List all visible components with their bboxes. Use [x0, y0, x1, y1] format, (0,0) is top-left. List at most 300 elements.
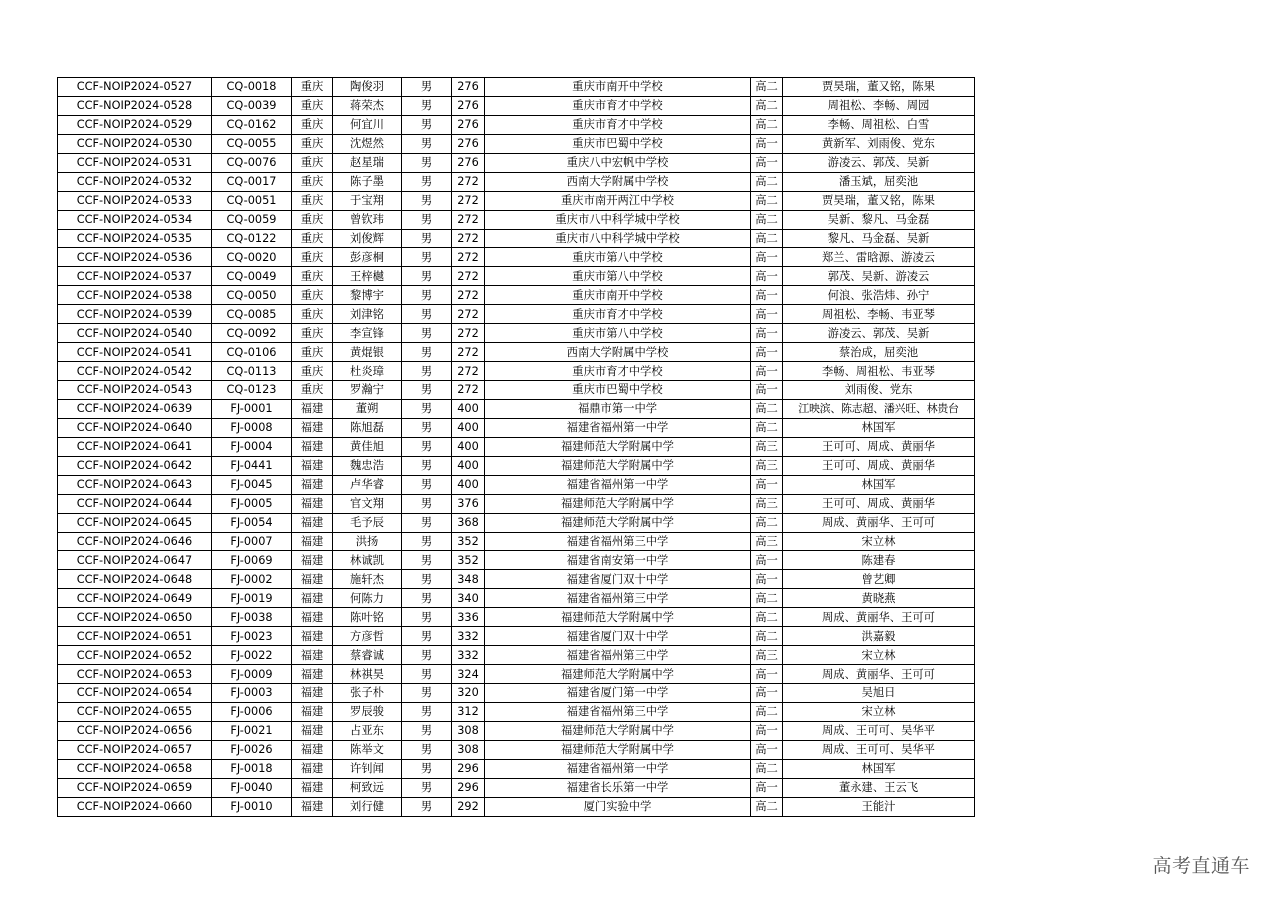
- coach-cell: 林国军: [783, 759, 975, 778]
- table-body: [58, 78, 975, 817]
- coach-cell: 蔡治成，屈奕池: [783, 343, 975, 362]
- school-cell: 重庆市南开两江中学校: [485, 191, 751, 210]
- contestant-id-cell: CCF-NOIP2024-0648: [58, 570, 212, 589]
- seat-code-cell: FJ-0018: [212, 759, 292, 778]
- table-row: [58, 229, 975, 248]
- school-cell: 福建省厦门双十中学: [485, 627, 751, 646]
- table-row: [58, 513, 975, 532]
- province-cell: 重庆: [292, 134, 333, 153]
- grade-cell: 高一: [751, 570, 783, 589]
- coach-cell: 王可可、周成、黄丽华: [783, 494, 975, 513]
- province-cell: 福建: [292, 797, 333, 816]
- school-cell: 福建师范大学附属中学: [485, 721, 751, 740]
- watermark: 高考直通车: [1152, 855, 1250, 877]
- province-cell: 福建: [292, 437, 333, 456]
- table-row: [58, 702, 975, 721]
- contestant-id-cell: CCF-NOIP2024-0537: [58, 267, 212, 286]
- gender-cell: 男: [402, 210, 452, 229]
- seat-code-cell: FJ-0008: [212, 418, 292, 437]
- coach-cell: 周祖松、李畅、韦亚琴: [783, 305, 975, 324]
- coach-cell: 吴新、黎凡、马金磊: [783, 210, 975, 229]
- coach-cell: 周成、黄丽华、王可可: [783, 513, 975, 532]
- province-cell: 福建: [292, 494, 333, 513]
- score-cell: 308: [452, 721, 485, 740]
- name-cell: 于宝翔: [333, 191, 402, 210]
- score-cell: 296: [452, 778, 485, 797]
- school-cell: 福建省福州第一中学: [485, 759, 751, 778]
- coach-cell: 吴旭日: [783, 684, 975, 703]
- contestant-id-cell: CCF-NOIP2024-0528: [58, 96, 212, 115]
- contestant-id-cell: CCF-NOIP2024-0651: [58, 627, 212, 646]
- score-cell: 296: [452, 759, 485, 778]
- score-cell: 400: [452, 475, 485, 494]
- table-row: [58, 305, 975, 324]
- name-cell: 董朔: [333, 399, 402, 418]
- name-cell: 陶俊羽: [333, 78, 402, 97]
- province-cell: 福建: [292, 513, 333, 532]
- score-cell: 368: [452, 513, 485, 532]
- score-cell: 320: [452, 684, 485, 703]
- province-cell: 福建: [292, 759, 333, 778]
- grade-cell: 高一: [751, 684, 783, 703]
- score-cell: 352: [452, 551, 485, 570]
- table-row: [58, 362, 975, 381]
- seat-code-cell: FJ-0026: [212, 740, 292, 759]
- table-row: [58, 399, 975, 418]
- contestant-id-cell: CCF-NOIP2024-0640: [58, 418, 212, 437]
- gender-cell: 男: [402, 381, 452, 400]
- province-cell: 福建: [292, 532, 333, 551]
- seat-code-cell: FJ-0021: [212, 721, 292, 740]
- contestant-id-cell: CCF-NOIP2024-0541: [58, 343, 212, 362]
- grade-cell: 高二: [751, 210, 783, 229]
- contestant-id-cell: CCF-NOIP2024-0660: [58, 797, 212, 816]
- school-cell: 重庆八中宏帆中学校: [485, 153, 751, 172]
- grade-cell: 高二: [751, 229, 783, 248]
- contestant-id-cell: CCF-NOIP2024-0532: [58, 172, 212, 191]
- school-cell: 福建师范大学附属中学: [485, 456, 751, 475]
- province-cell: 福建: [292, 589, 333, 608]
- score-cell: 308: [452, 740, 485, 759]
- gender-cell: 男: [402, 437, 452, 456]
- grade-cell: 高二: [751, 702, 783, 721]
- grade-cell: 高二: [751, 608, 783, 627]
- name-cell: 曾钦玮: [333, 210, 402, 229]
- table-row: [58, 684, 975, 703]
- table-row: [58, 797, 975, 816]
- gender-cell: 男: [402, 399, 452, 418]
- school-cell: 福建省福州第三中学: [485, 646, 751, 665]
- gender-cell: 男: [402, 172, 452, 191]
- contestant-id-cell: CCF-NOIP2024-0539: [58, 305, 212, 324]
- name-cell: 沈煜然: [333, 134, 402, 153]
- name-cell: 官文翔: [333, 494, 402, 513]
- table-row: [58, 191, 975, 210]
- contestant-id-cell: CCF-NOIP2024-0639: [58, 399, 212, 418]
- grade-cell: 高一: [751, 721, 783, 740]
- name-cell: 李宣锋: [333, 324, 402, 343]
- seat-code-cell: CQ-0055: [212, 134, 292, 153]
- coach-cell: 李畅、周祖松、白雪: [783, 115, 975, 134]
- province-cell: 福建: [292, 740, 333, 759]
- contestant-id-cell: CCF-NOIP2024-0534: [58, 210, 212, 229]
- seat-code-cell: FJ-0022: [212, 646, 292, 665]
- grade-cell: 高二: [751, 759, 783, 778]
- table-row: [58, 589, 975, 608]
- coach-cell: 刘雨俊、党东: [783, 381, 975, 400]
- score-cell: 312: [452, 702, 485, 721]
- seat-code-cell: FJ-0005: [212, 494, 292, 513]
- province-cell: 重庆: [292, 191, 333, 210]
- gender-cell: 男: [402, 153, 452, 172]
- school-cell: 重庆市巴蜀中学校: [485, 381, 751, 400]
- grade-cell: 高三: [751, 494, 783, 513]
- coach-cell: 周成、王可可、吴华平: [783, 721, 975, 740]
- grade-cell: 高一: [751, 153, 783, 172]
- province-cell: 重庆: [292, 343, 333, 362]
- school-cell: 重庆市巴蜀中学校: [485, 134, 751, 153]
- name-cell: 罗瀚宁: [333, 381, 402, 400]
- coach-cell: 潘玉斌，屈奕池: [783, 172, 975, 191]
- name-cell: 陈子墨: [333, 172, 402, 191]
- province-cell: 重庆: [292, 229, 333, 248]
- contestant-id-cell: CCF-NOIP2024-0655: [58, 702, 212, 721]
- grade-cell: 高三: [751, 646, 783, 665]
- seat-code-cell: FJ-0002: [212, 570, 292, 589]
- name-cell: 蔡睿诚: [333, 646, 402, 665]
- contestant-id-cell: CCF-NOIP2024-0536: [58, 248, 212, 267]
- province-cell: 福建: [292, 608, 333, 627]
- province-cell: 重庆: [292, 324, 333, 343]
- school-cell: 重庆市第八中学校: [485, 324, 751, 343]
- name-cell: 许钊闻: [333, 759, 402, 778]
- contestant-id-cell: CCF-NOIP2024-0540: [58, 324, 212, 343]
- school-cell: 福鼎市第一中学: [485, 399, 751, 418]
- score-cell: 336: [452, 608, 485, 627]
- score-cell: 348: [452, 570, 485, 589]
- province-cell: 重庆: [292, 96, 333, 115]
- name-cell: 张子朴: [333, 684, 402, 703]
- school-cell: 重庆市育才中学校: [485, 115, 751, 134]
- score-cell: 400: [452, 418, 485, 437]
- school-cell: 重庆市育才中学校: [485, 305, 751, 324]
- name-cell: 何宜川: [333, 115, 402, 134]
- seat-code-cell: CQ-0039: [212, 96, 292, 115]
- grade-cell: 高二: [751, 589, 783, 608]
- contestant-id-cell: CCF-NOIP2024-0531: [58, 153, 212, 172]
- name-cell: 林诚凯: [333, 551, 402, 570]
- province-cell: 重庆: [292, 381, 333, 400]
- contestant-id-cell: CCF-NOIP2024-0659: [58, 778, 212, 797]
- school-cell: 重庆市第八中学校: [485, 248, 751, 267]
- province-cell: 福建: [292, 475, 333, 494]
- table-row: [58, 418, 975, 437]
- school-cell: 重庆市育才中学校: [485, 96, 751, 115]
- gender-cell: 男: [402, 551, 452, 570]
- coach-cell: 黄新军、刘雨俊、党东: [783, 134, 975, 153]
- seat-code-cell: FJ-0441: [212, 456, 292, 475]
- score-cell: 400: [452, 456, 485, 475]
- seat-code-cell: CQ-0049: [212, 267, 292, 286]
- gender-cell: 男: [402, 684, 452, 703]
- contestant-id-cell: CCF-NOIP2024-0654: [58, 684, 212, 703]
- grade-cell: 高一: [751, 381, 783, 400]
- province-cell: 福建: [292, 778, 333, 797]
- contestant-id-cell: CCF-NOIP2024-0529: [58, 115, 212, 134]
- score-cell: 332: [452, 627, 485, 646]
- school-cell: 西南大学附属中学校: [485, 343, 751, 362]
- school-cell: 福建师范大学附属中学: [485, 608, 751, 627]
- gender-cell: 男: [402, 229, 452, 248]
- gender-cell: 男: [402, 702, 452, 721]
- seat-code-cell: FJ-0009: [212, 665, 292, 684]
- seat-code-cell: CQ-0162: [212, 115, 292, 134]
- grade-cell: 高三: [751, 532, 783, 551]
- grade-cell: 高二: [751, 191, 783, 210]
- gender-cell: 男: [402, 513, 452, 532]
- seat-code-cell: CQ-0051: [212, 191, 292, 210]
- table-row: [58, 134, 975, 153]
- coach-cell: 贾昊瑞，董又铭，陈果: [783, 78, 975, 97]
- name-cell: 占亚东: [333, 721, 402, 740]
- coach-cell: 李畅、周祖松、韦亚琴: [783, 362, 975, 381]
- province-cell: 重庆: [292, 78, 333, 97]
- grade-cell: 高二: [751, 172, 783, 191]
- table-row: [58, 778, 975, 797]
- contestant-id-cell: CCF-NOIP2024-0538: [58, 286, 212, 305]
- grade-cell: 高二: [751, 627, 783, 646]
- province-cell: 福建: [292, 721, 333, 740]
- score-cell: 292: [452, 797, 485, 816]
- name-cell: 柯致远: [333, 778, 402, 797]
- score-cell: 272: [452, 305, 485, 324]
- score-cell: 276: [452, 96, 485, 115]
- coach-cell: 宋立林: [783, 532, 975, 551]
- school-cell: 福建省厦门双十中学: [485, 570, 751, 589]
- table-row: [58, 324, 975, 343]
- name-cell: 黎博宇: [333, 286, 402, 305]
- table-row: [58, 551, 975, 570]
- table-row: [58, 608, 975, 627]
- seat-code-cell: CQ-0017: [212, 172, 292, 191]
- contestant-id-cell: CCF-NOIP2024-0646: [58, 532, 212, 551]
- contestant-id-cell: CCF-NOIP2024-0657: [58, 740, 212, 759]
- table-row: [58, 759, 975, 778]
- name-cell: 蒋荣杰: [333, 96, 402, 115]
- school-cell: 西南大学附属中学校: [485, 172, 751, 191]
- table-row: [58, 475, 975, 494]
- school-cell: 福建师范大学附属中学: [485, 740, 751, 759]
- grade-cell: 高一: [751, 362, 783, 381]
- coach-cell: 林国军: [783, 418, 975, 437]
- seat-code-cell: FJ-0001: [212, 399, 292, 418]
- gender-cell: 男: [402, 286, 452, 305]
- coach-cell: 洪嘉毅: [783, 627, 975, 646]
- name-cell: 毛予辰: [333, 513, 402, 532]
- grade-cell: 高一: [751, 551, 783, 570]
- grade-cell: 高一: [751, 286, 783, 305]
- gender-cell: 男: [402, 78, 452, 97]
- coach-cell: 周祖松、李畅、周园: [783, 96, 975, 115]
- province-cell: 重庆: [292, 210, 333, 229]
- coach-cell: 周成、王可可、吴华平: [783, 740, 975, 759]
- gender-cell: 男: [402, 665, 452, 684]
- name-cell: 魏忠浩: [333, 456, 402, 475]
- score-cell: 272: [452, 362, 485, 381]
- score-cell: 272: [452, 248, 485, 267]
- province-cell: 福建: [292, 684, 333, 703]
- table-row: [58, 96, 975, 115]
- table-row: [58, 456, 975, 475]
- score-cell: 276: [452, 115, 485, 134]
- province-cell: 福建: [292, 551, 333, 570]
- gender-cell: 男: [402, 778, 452, 797]
- school-cell: 福建省南安第一中学: [485, 551, 751, 570]
- province-cell: 福建: [292, 702, 333, 721]
- seat-code-cell: CQ-0092: [212, 324, 292, 343]
- school-cell: 重庆市八中科学城中学校: [485, 210, 751, 229]
- coach-cell: 游凌云、郭茂、吴新: [783, 153, 975, 172]
- coach-cell: 游凌云、郭茂、吴新: [783, 324, 975, 343]
- school-cell: 重庆市南开中学校: [485, 78, 751, 97]
- name-cell: 赵星瑞: [333, 153, 402, 172]
- grade-cell: 高二: [751, 797, 783, 816]
- seat-code-cell: CQ-0123: [212, 381, 292, 400]
- score-cell: 272: [452, 286, 485, 305]
- province-cell: 重庆: [292, 248, 333, 267]
- table-row: [58, 78, 975, 97]
- school-cell: 福建省长乐第一中学: [485, 778, 751, 797]
- name-cell: 刘俊辉: [333, 229, 402, 248]
- gender-cell: 男: [402, 134, 452, 153]
- seat-code-cell: FJ-0019: [212, 589, 292, 608]
- seat-code-cell: CQ-0018: [212, 78, 292, 97]
- gender-cell: 男: [402, 96, 452, 115]
- gender-cell: 男: [402, 343, 452, 362]
- school-cell: 福建师范大学附属中学: [485, 665, 751, 684]
- province-cell: 重庆: [292, 286, 333, 305]
- seat-code-cell: FJ-0007: [212, 532, 292, 551]
- contestant-id-cell: CCF-NOIP2024-0653: [58, 665, 212, 684]
- coach-cell: 王可可、周成、黄丽华: [783, 437, 975, 456]
- gender-cell: 男: [402, 627, 452, 646]
- score-cell: 324: [452, 665, 485, 684]
- grade-cell: 高一: [751, 665, 783, 684]
- coach-cell: 陈建春: [783, 551, 975, 570]
- score-cell: 272: [452, 229, 485, 248]
- gender-cell: 男: [402, 248, 452, 267]
- grade-cell: 高三: [751, 456, 783, 475]
- coach-cell: 何浪、张浩炜、孙宁: [783, 286, 975, 305]
- score-cell: 276: [452, 134, 485, 153]
- grade-cell: 高一: [751, 475, 783, 494]
- school-cell: 福建省厦门第一中学: [485, 684, 751, 703]
- province-cell: 重庆: [292, 115, 333, 134]
- table-row: [58, 570, 975, 589]
- school-cell: 福建省福州第三中学: [485, 589, 751, 608]
- name-cell: 王梓樾: [333, 267, 402, 286]
- name-cell: 卢华睿: [333, 475, 402, 494]
- grade-cell: 高二: [751, 115, 783, 134]
- seat-code-cell: FJ-0023: [212, 627, 292, 646]
- school-cell: 福建师范大学附属中学: [485, 494, 751, 513]
- grade-cell: 高一: [751, 324, 783, 343]
- contestant-id-cell: CCF-NOIP2024-0643: [58, 475, 212, 494]
- seat-code-cell: FJ-0010: [212, 797, 292, 816]
- score-cell: 272: [452, 267, 485, 286]
- gender-cell: 男: [402, 532, 452, 551]
- table-row: [58, 286, 975, 305]
- seat-code-cell: FJ-0003: [212, 684, 292, 703]
- province-cell: 重庆: [292, 362, 333, 381]
- school-cell: 福建省福州第三中学: [485, 532, 751, 551]
- seat-code-cell: FJ-0045: [212, 475, 292, 494]
- contestant-id-cell: CCF-NOIP2024-0542: [58, 362, 212, 381]
- name-cell: 罗辰骏: [333, 702, 402, 721]
- grade-cell: 高一: [751, 778, 783, 797]
- seat-code-cell: CQ-0106: [212, 343, 292, 362]
- school-cell: 重庆市第八中学校: [485, 267, 751, 286]
- seat-code-cell: FJ-0040: [212, 778, 292, 797]
- contestant-id-cell: CCF-NOIP2024-0645: [58, 513, 212, 532]
- gender-cell: 男: [402, 608, 452, 627]
- contestant-id-cell: CCF-NOIP2024-0535: [58, 229, 212, 248]
- table-row: [58, 437, 975, 456]
- table-row: [58, 646, 975, 665]
- gender-cell: 男: [402, 418, 452, 437]
- coach-cell: 江映滨、陈志超、潘兴旺、林贵台: [783, 399, 975, 418]
- school-cell: 重庆市南开中学校: [485, 286, 751, 305]
- grade-cell: 高一: [751, 248, 783, 267]
- score-cell: 276: [452, 153, 485, 172]
- table-row: [58, 210, 975, 229]
- grade-cell: 高一: [751, 740, 783, 759]
- seat-code-cell: CQ-0076: [212, 153, 292, 172]
- gender-cell: 男: [402, 797, 452, 816]
- province-cell: 重庆: [292, 305, 333, 324]
- contestant-id-cell: CCF-NOIP2024-0641: [58, 437, 212, 456]
- school-cell: 厦门实验中学: [485, 797, 751, 816]
- score-cell: 376: [452, 494, 485, 513]
- table-row: [58, 248, 975, 267]
- name-cell: 洪扬: [333, 532, 402, 551]
- contestant-id-cell: CCF-NOIP2024-0533: [58, 191, 212, 210]
- coach-cell: 宋立林: [783, 702, 975, 721]
- province-cell: 福建: [292, 570, 333, 589]
- contestant-id-cell: CCF-NOIP2024-0652: [58, 646, 212, 665]
- score-cell: 272: [452, 210, 485, 229]
- seat-code-cell: FJ-0004: [212, 437, 292, 456]
- gender-cell: 男: [402, 589, 452, 608]
- contestant-id-cell: CCF-NOIP2024-0644: [58, 494, 212, 513]
- name-cell: 施轩杰: [333, 570, 402, 589]
- score-cell: 272: [452, 191, 485, 210]
- gender-cell: 男: [402, 456, 452, 475]
- name-cell: 陈叶铭: [333, 608, 402, 627]
- coach-cell: 黄晓燕: [783, 589, 975, 608]
- score-cell: 400: [452, 437, 485, 456]
- table-row: [58, 665, 975, 684]
- contestant-id-cell: CCF-NOIP2024-0530: [58, 134, 212, 153]
- coach-cell: 宋立林: [783, 646, 975, 665]
- school-cell: 福建省福州第一中学: [485, 475, 751, 494]
- province-cell: 福建: [292, 627, 333, 646]
- table-row: [58, 494, 975, 513]
- grade-cell: 高一: [751, 267, 783, 286]
- grade-cell: 高二: [751, 96, 783, 115]
- gender-cell: 男: [402, 267, 452, 286]
- school-cell: 重庆市八中科学城中学校: [485, 229, 751, 248]
